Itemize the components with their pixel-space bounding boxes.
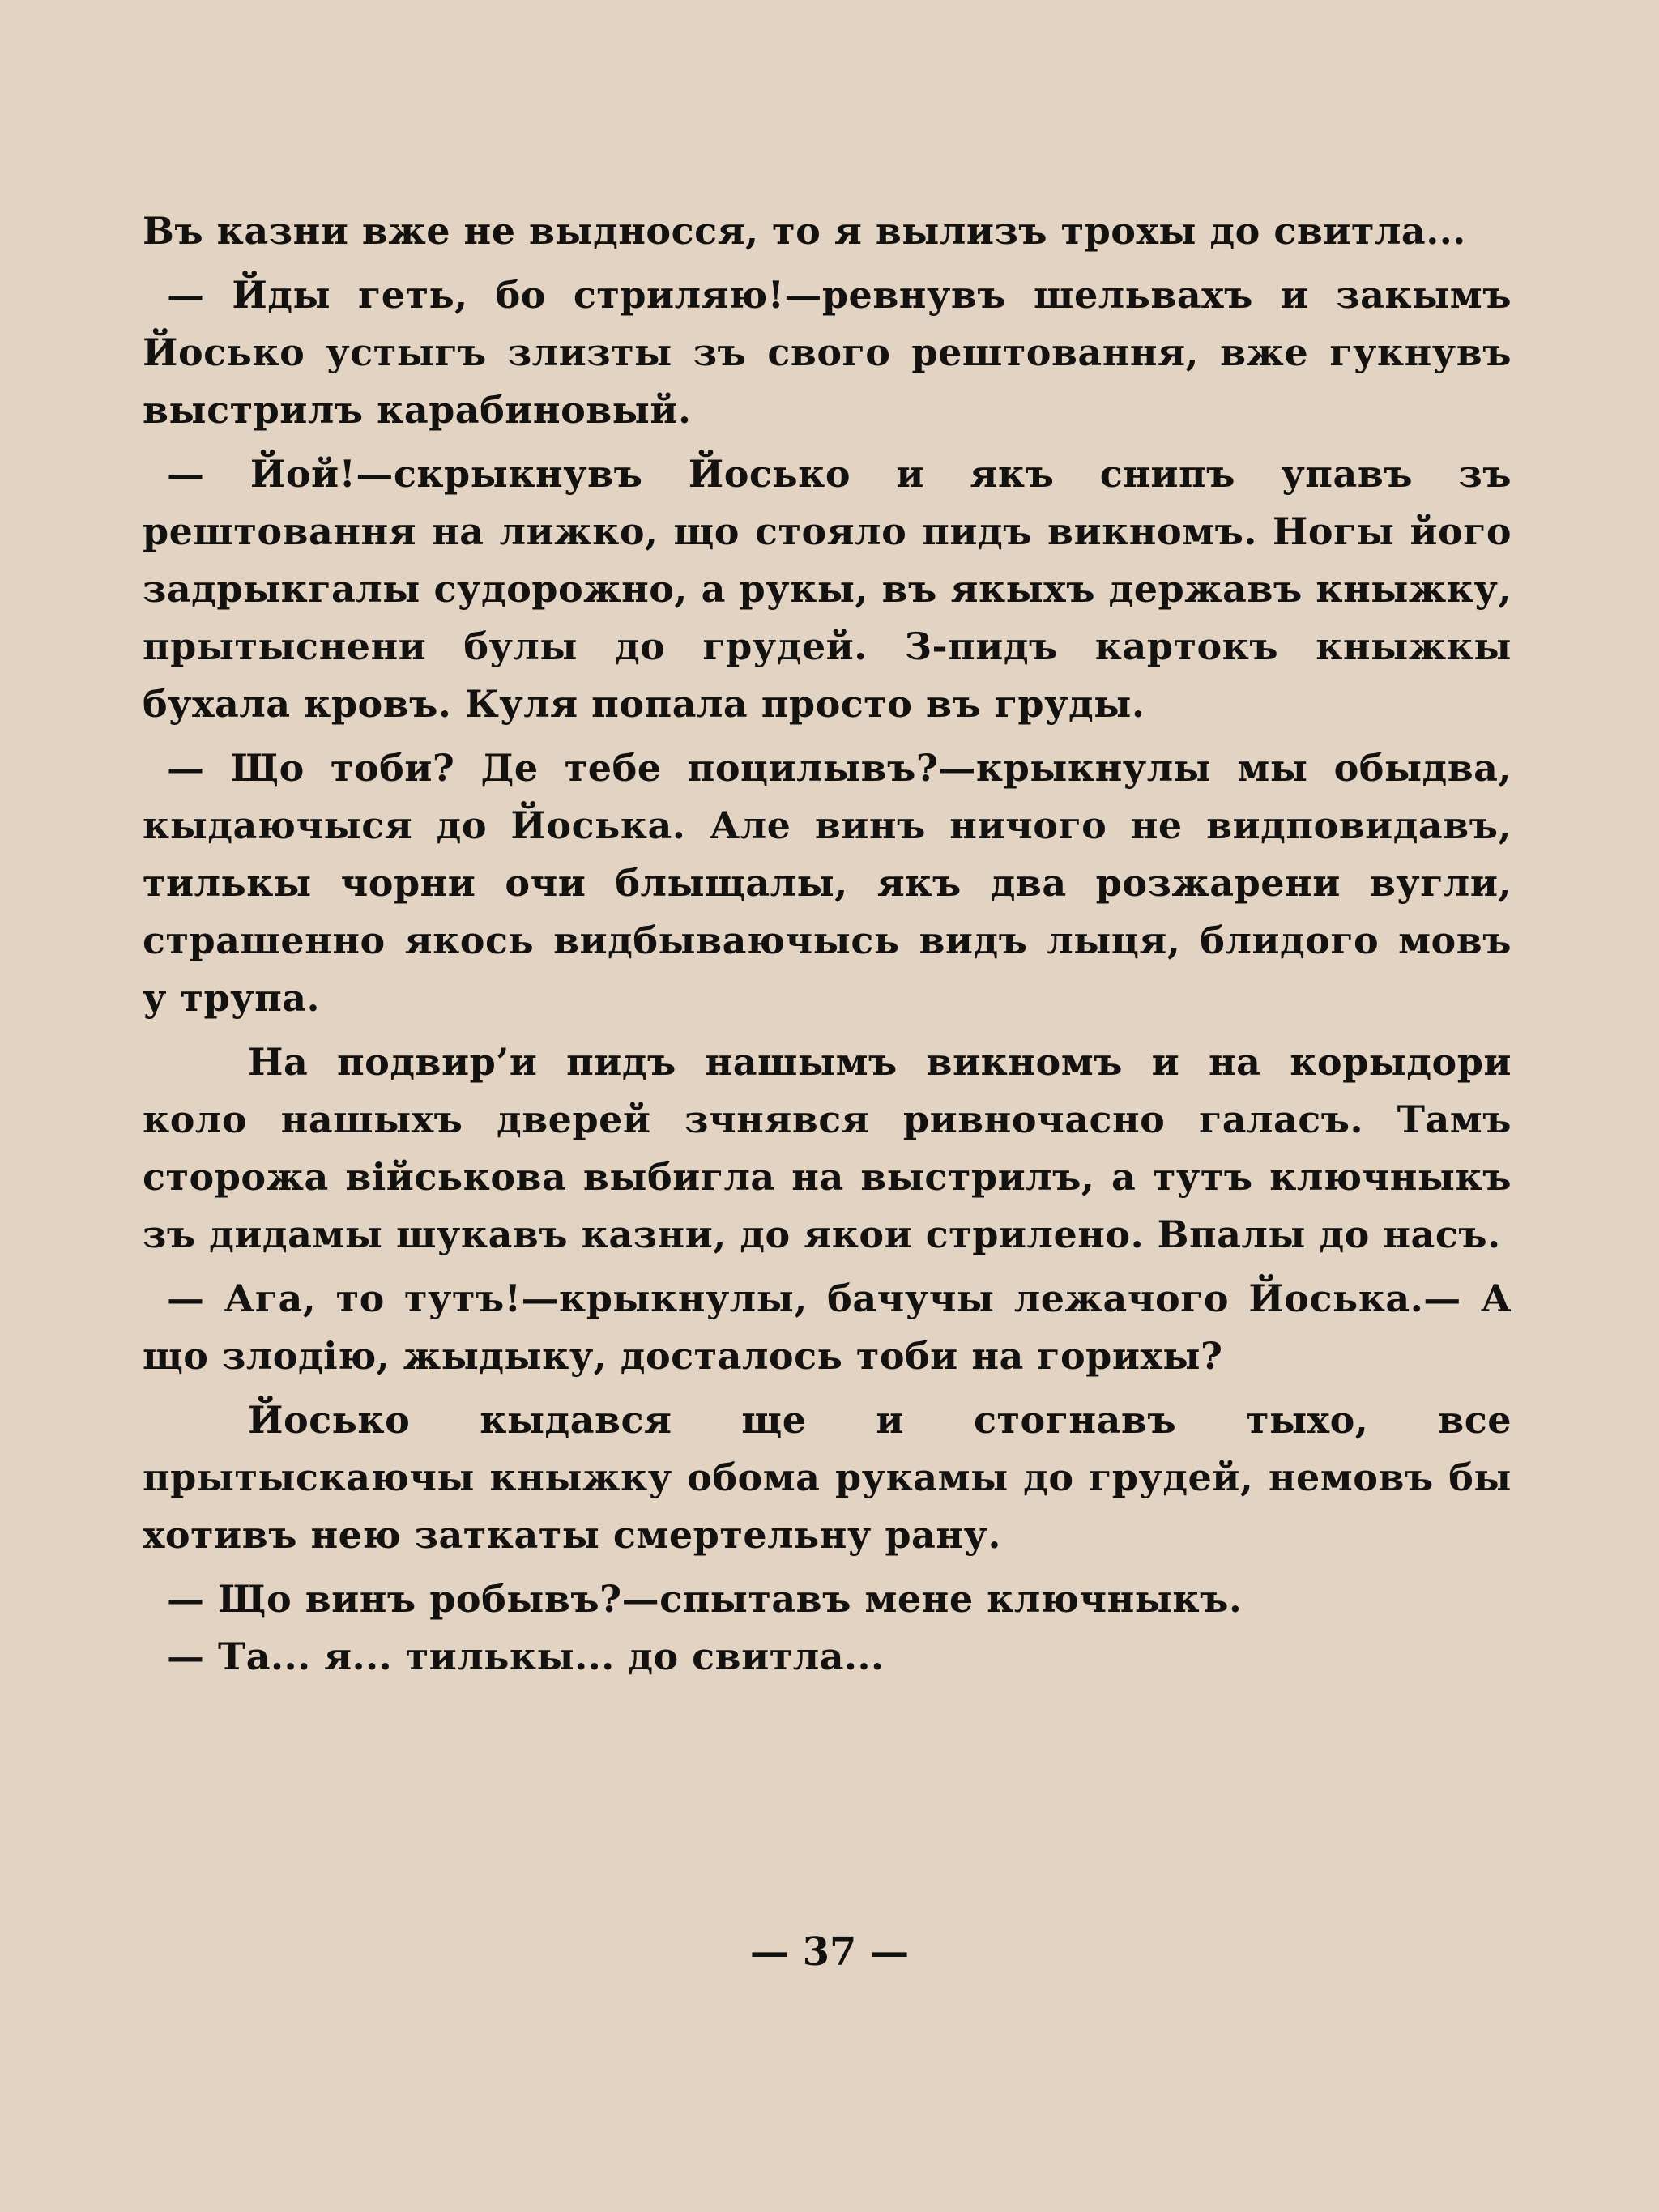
paragraph-3: — Йой!—скрыкнувъ Йосько и якъ снипъ упавъ зъ рештовання на лижко, що стояло пидъ викномъ. Ногы його задрыкгалы судорожно, а рукы, въ якыхъ державъ кныжку, прытыснени булы до грудей. З-пидъ картокъ кныжкы бухала кровъ. Куля попала просто въ груды. (143, 452, 1512, 726)
paragraph-7: Йосько кыдався ще и стогнавъ тыхо, все прытыскаючы кныжку обома рукамы до грудей, немовъ бы хотивъ нею заткаты смертельну рану. (143, 1398, 1512, 1557)
paragraph-6: — Ага, то тутъ!—крыкнулы, бачучы лежачого Йоська.— А що злодію, жыдыку, досталось тоби на горихы? (143, 1276, 1512, 1378)
page-number: — 37 — (749, 1929, 910, 1975)
paragraph-9: — Та... я... тилькы... до свитла... (167, 1634, 885, 1678)
paragraph-5: На подвир’и пидъ нашымъ викномъ и на корыдори коло нашыхъ дверей зчнявся ривночасно галасъ. Тамъ сторожа військова выбигла на выстрилъ, а тутъ ключныкъ зъ дидамы шукавъ казни, до якои стрилено. Впалы до насъ. (143, 1040, 1512, 1256)
paragraph-2: — Йды геть, бо стриляю!—ревнувъ шельвахъ и закымъ Йосько устыгъ злизты зъ свого рештовання, вже гукнувъ выстрилъ карабиновый. (143, 273, 1512, 432)
page-body-text (143, 202, 1512, 1686)
paragraph-1: Въ казни вже не выдносся, то я вылизъ трохы до свитла... (143, 209, 1466, 253)
paragraph-4: — Що тоби? Де тебе поцилывъ?—крыкнулы мы обыдва, кыдаючыся до Йоська. Але винъ ничого не видповидавъ, тилькы чорни очи блыщалы, якъ два розжарени вугли, страшенно якось видбываючысь видъ лыця, блидого мовъ у трупа. (143, 746, 1512, 1020)
paragraph-8: — Що винъ робывъ?—спытавъ мене ключныкъ. (167, 1577, 1243, 1621)
